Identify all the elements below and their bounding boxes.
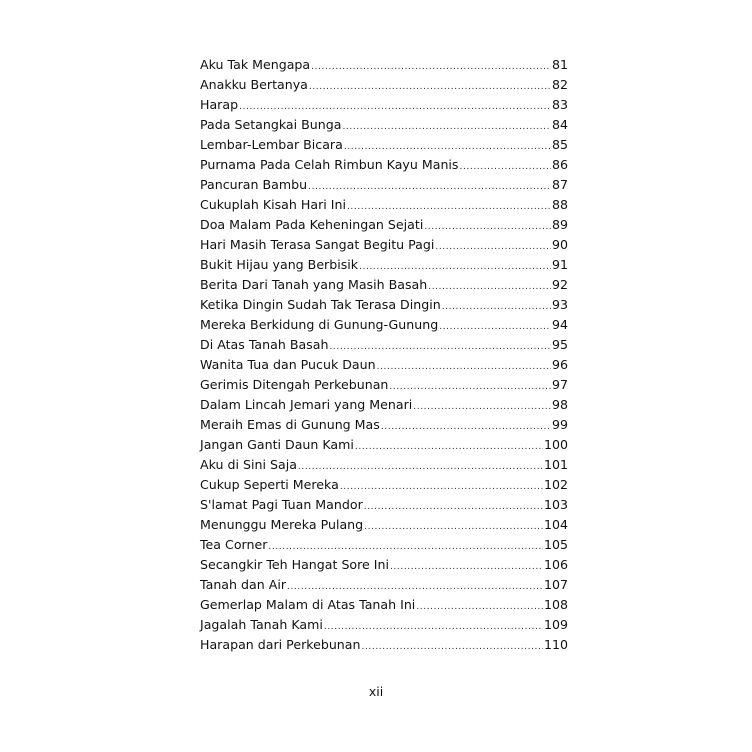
dot-leader <box>340 477 543 497</box>
toc-entry-page: 91 <box>551 257 568 272</box>
toc-entry-title: Gemerlap Malam di Atas Tanah Ini <box>200 597 416 612</box>
dot-leader <box>381 417 551 437</box>
toc-entry-title: Anakku Bertanya <box>200 77 308 92</box>
toc-entry-title: Tea Corner <box>200 537 268 552</box>
toc-entry-page: 84 <box>551 117 568 132</box>
toc-entry-page: 86 <box>551 157 568 172</box>
dot-leader <box>239 97 551 117</box>
toc-entry-page: 95 <box>551 337 568 352</box>
toc-entry-title: Meraih Emas di Gunung Mas <box>200 417 380 432</box>
toc-entry <box>200 135 568 155</box>
toc-entry <box>200 475 568 495</box>
toc-entry <box>200 555 568 575</box>
toc-entry-title: Tanah dan Air <box>200 577 286 592</box>
toc-entry-page: 102 <box>543 477 568 492</box>
toc-entry-page: 83 <box>551 97 568 112</box>
toc-entry-page: 92 <box>551 277 568 292</box>
dot-leader <box>389 377 551 397</box>
dot-leader <box>347 197 551 217</box>
dot-leader <box>390 557 543 577</box>
toc-entry-page: 90 <box>551 237 568 252</box>
toc-entry <box>200 435 568 455</box>
dot-leader <box>377 357 551 377</box>
toc-entry-page: 104 <box>543 517 568 532</box>
toc-entry-page: 98 <box>551 397 568 412</box>
toc-entry-page: 100 <box>543 437 568 452</box>
toc-entry <box>200 275 568 295</box>
dot-leader <box>324 617 543 637</box>
toc-entry-title: Harap <box>200 97 239 112</box>
toc-entry <box>200 235 568 255</box>
toc-entry-title: Aku di Sini Saja <box>200 457 297 472</box>
dot-leader <box>460 157 551 177</box>
dot-leader <box>308 177 551 197</box>
toc-entry <box>200 575 568 595</box>
dot-leader <box>413 397 551 417</box>
dot-leader <box>311 57 551 77</box>
toc-entry-title: Mereka Berkidung di Gunung-Gunung <box>200 317 439 332</box>
toc-entry-title: Di Atas Tanah Basah <box>200 337 329 352</box>
toc-entry-page: 109 <box>543 617 568 632</box>
toc-entry-page: 101 <box>543 457 568 472</box>
dot-leader <box>342 117 551 137</box>
toc-entry-title: Menunggu Mereka Pulang <box>200 517 364 532</box>
toc-entry-title: Purnama Pada Celah Rimbun Kayu Manis <box>200 157 459 172</box>
dot-leader <box>329 337 551 357</box>
toc-entry-page: 99 <box>551 417 568 432</box>
toc-entry-page: 82 <box>551 77 568 92</box>
toc-entry <box>200 55 568 75</box>
dot-leader <box>344 137 551 157</box>
dot-leader <box>298 457 543 477</box>
dot-leader <box>442 297 551 317</box>
toc-entry <box>200 115 568 135</box>
dot-leader <box>287 577 543 597</box>
toc-entry-page: 87 <box>551 177 568 192</box>
toc-entry <box>200 515 568 535</box>
toc-entry-page: 89 <box>551 217 568 232</box>
dot-leader <box>424 217 551 237</box>
toc-entry-title: Dalam Lincah Jemari yang Menari <box>200 397 413 412</box>
toc-entry-page: 105 <box>543 537 568 552</box>
toc-entry-title: Bukit Hijau yang Berbisik <box>200 257 359 272</box>
dot-leader <box>268 537 543 557</box>
dot-leader <box>416 597 543 617</box>
toc-entry-title: Ketika Dingin Sudah Tak Terasa Dingin <box>200 297 441 312</box>
toc-entry <box>200 175 568 195</box>
toc-entry-title: Jagalah Tanah Kami <box>200 617 323 632</box>
page-number: xii <box>368 684 384 699</box>
dot-leader <box>439 317 551 337</box>
dot-leader <box>362 637 543 657</box>
toc-entry-title: Berita Dari Tanah yang Masih Basah <box>200 277 428 292</box>
toc-entry-page: 106 <box>543 557 568 572</box>
toc-entry-page: 97 <box>551 377 568 392</box>
toc-entry-page: 81 <box>551 57 568 72</box>
dot-leader <box>364 517 543 537</box>
toc-entry <box>200 495 568 515</box>
toc-entry-page: 88 <box>551 197 568 212</box>
toc-entry-page: 110 <box>543 637 568 652</box>
toc-entry <box>200 215 568 235</box>
toc-entry-title: Secangkir Teh Hangat Sore Ini <box>200 557 389 572</box>
toc-entry-title: Harapan dari Perkebunan <box>200 637 361 652</box>
dot-leader <box>435 237 551 257</box>
table-of-contents <box>200 55 568 655</box>
dot-leader <box>428 277 551 297</box>
toc-entry-title: Pancuran Bambu <box>200 177 308 192</box>
toc-entry-page: 107 <box>543 577 568 592</box>
toc-entry <box>200 155 568 175</box>
toc-entry-title: Doa Malam Pada Keheningan Sejati <box>200 217 424 232</box>
toc-entry <box>200 455 568 475</box>
toc-entry <box>200 75 568 95</box>
toc-entry <box>200 615 568 635</box>
toc-entry-title: Hari Masih Terasa Sangat Begitu Pagi <box>200 237 435 252</box>
toc-entry-title: Aku Tak Mengapa <box>200 57 311 72</box>
toc-entry <box>200 255 568 275</box>
toc-entry-title: Wanita Tua dan Pucuk Daun <box>200 357 376 372</box>
dot-leader <box>359 257 551 277</box>
toc-entry-title: S'lamat Pagi Tuan Mandor <box>200 497 363 512</box>
toc-entry-title: Gerimis Ditengah Perkebunan <box>200 377 389 392</box>
toc-entry-title: Cukuplah Kisah Hari Ini <box>200 197 346 212</box>
toc-entry-page: 108 <box>543 597 568 612</box>
toc-entry-page: 94 <box>551 317 568 332</box>
toc-entry <box>200 635 568 655</box>
toc-entry-page: 93 <box>551 297 568 312</box>
toc-entry-title: Cukup Seperti Mereka <box>200 477 339 492</box>
toc-entry <box>200 315 568 335</box>
toc-entry-title: Lembar-Lembar Bicara <box>200 137 343 152</box>
toc-entry-title: Jangan Ganti Daun Kami <box>200 437 354 452</box>
toc-entry <box>200 415 568 435</box>
dot-leader <box>309 77 551 97</box>
toc-entry-page: 103 <box>543 497 568 512</box>
toc-entry-title: Pada Setangkai Bunga <box>200 117 342 132</box>
toc-entry <box>200 95 568 115</box>
toc-entry-page: 85 <box>551 137 568 152</box>
toc-entry <box>200 335 568 355</box>
toc-entry <box>200 295 568 315</box>
dot-leader <box>355 437 543 457</box>
toc-entry <box>200 395 568 415</box>
dot-leader <box>364 497 543 517</box>
toc-entry <box>200 195 568 215</box>
toc-entry <box>200 355 568 375</box>
toc-entry-page: 96 <box>551 357 568 372</box>
toc-entry <box>200 595 568 615</box>
toc-entry <box>200 375 568 395</box>
toc-entry <box>200 535 568 555</box>
